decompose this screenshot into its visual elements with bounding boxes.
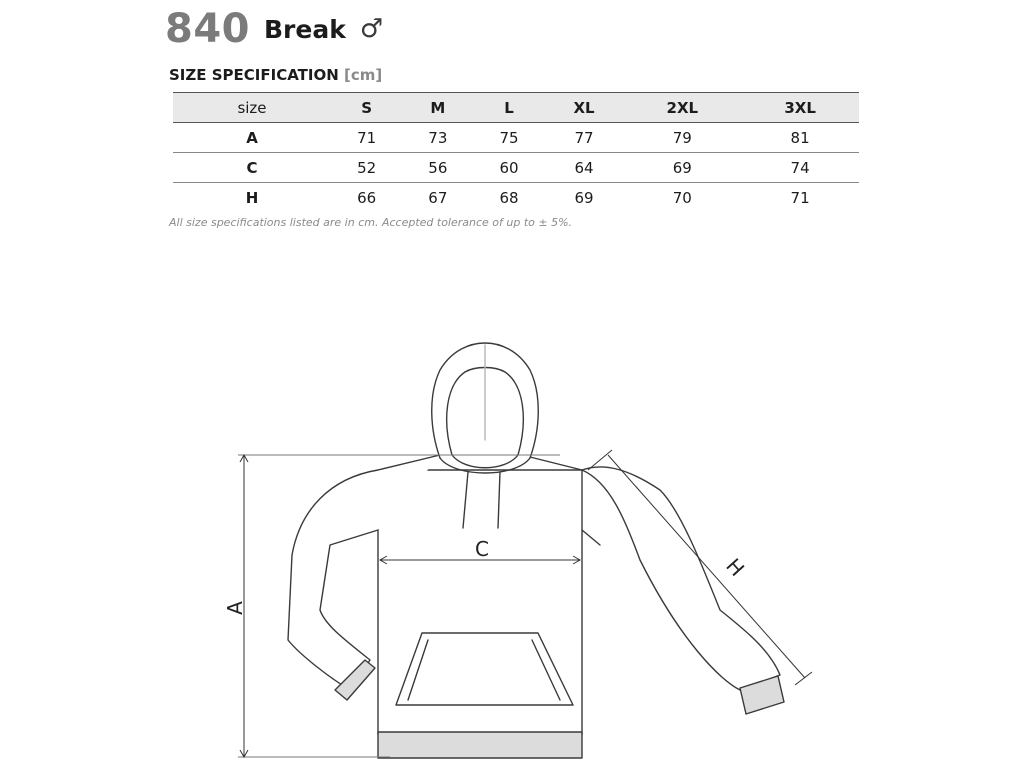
row-label: H <box>245 188 259 207</box>
header-s: S <box>331 93 402 123</box>
hoodie-outline <box>288 343 784 758</box>
male-icon: ♂ <box>359 14 384 44</box>
label-h: H <box>721 553 750 581</box>
table-cell: 81 <box>741 123 859 153</box>
header-xl: XL <box>545 93 624 123</box>
table-cell: 69 <box>574 188 594 207</box>
table-cell: 67 <box>428 188 448 207</box>
table-cell: 77 <box>545 123 624 153</box>
header-2xl: 2XL <box>623 93 741 123</box>
tolerance-note: All size specifications listed are in cm. Accepted tolerance of up to ± 5%. <box>169 216 573 229</box>
table-cell: 74 <box>741 153 859 183</box>
table-cell: 73 <box>402 123 473 153</box>
table-cell: 75 <box>473 123 544 153</box>
product-code: 840 <box>165 6 250 52</box>
table-cell: 71 <box>790 188 810 207</box>
product-name: Break <box>264 14 346 44</box>
table-cell: 68 <box>499 188 519 207</box>
header-3xl: 3XL <box>741 93 859 123</box>
label-a: A <box>223 601 247 615</box>
header-m: M <box>402 93 473 123</box>
table-cell: 66 <box>357 188 377 207</box>
table-cell: 52 <box>331 153 402 183</box>
size-spec-unit: [cm] <box>344 66 383 84</box>
header-l: L <box>473 93 544 123</box>
table-cell: 60 <box>473 153 544 183</box>
row-label: C <box>173 153 331 183</box>
table-cell: 79 <box>623 123 741 153</box>
row-label: A <box>173 123 331 153</box>
table-cell: 71 <box>331 123 402 153</box>
table-cell: 56 <box>402 153 473 183</box>
table-cell: 64 <box>545 153 624 183</box>
header-size: size <box>173 93 331 123</box>
table-cell: 69 <box>623 153 741 183</box>
label-c: C <box>475 537 489 561</box>
size-spec-title: SIZE SPECIFICATION <box>169 66 339 84</box>
table-cell: 70 <box>672 188 692 207</box>
